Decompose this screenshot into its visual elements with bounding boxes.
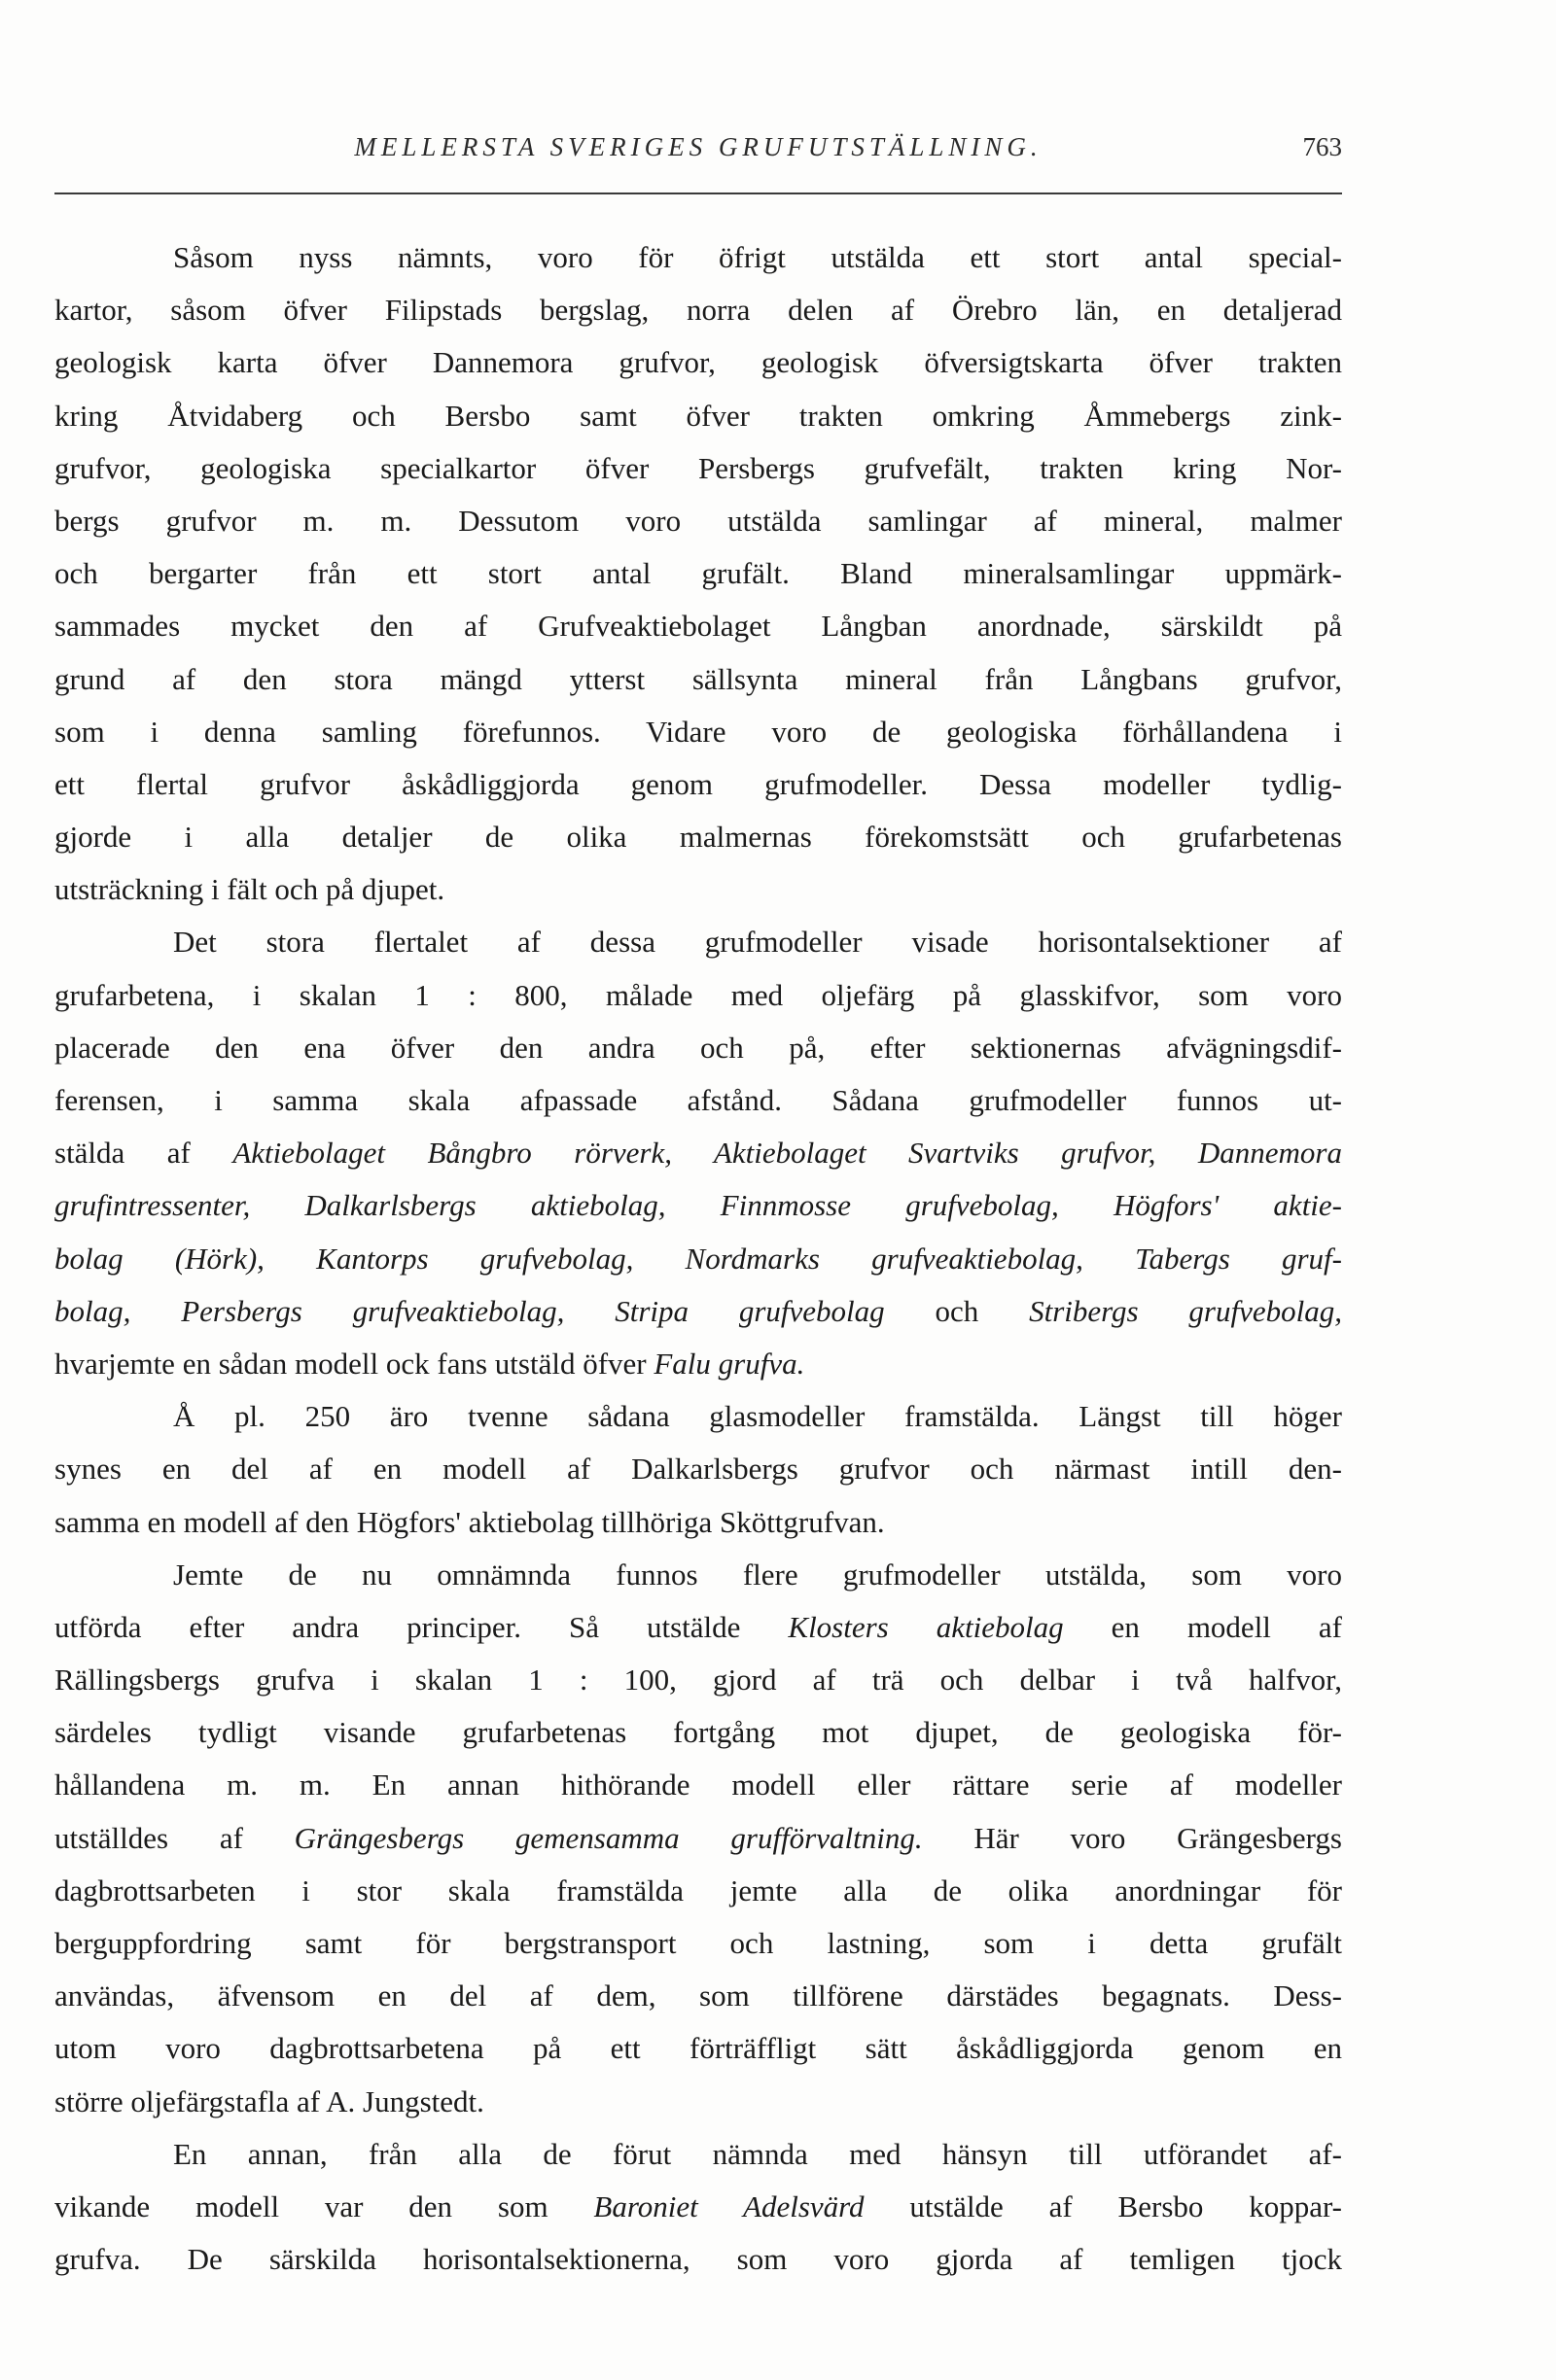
text-line bbox=[54, 2181, 1342, 2233]
text-segment: utstälde af Bersbo koppar- bbox=[864, 2188, 1342, 2223]
text-line bbox=[54, 1549, 1342, 1601]
text-segment: Såsom nyss nämnts, voro för öfrigt utstälda ett stort antal special- bbox=[173, 240, 1342, 274]
text-line bbox=[54, 547, 1342, 600]
text-segment: en modell af bbox=[1063, 1609, 1342, 1644]
text-segment: ferensen, i samma skala afpassade afstånd. Sådana grufmodeller funnos ut- bbox=[54, 1083, 1342, 1117]
text-line bbox=[54, 1074, 1342, 1127]
text-segment: bergs grufvor m. m. Dessutom voro utstälda samlingar af mineral, malmer bbox=[54, 503, 1342, 538]
text-line bbox=[54, 284, 1342, 336]
text-segment: grufarbetena, i skalan 1 : 800, målade med oljefärg på glasskifvor, som voro bbox=[54, 977, 1342, 1012]
text-segment: ett flertal grufvor åskådliggjorda genom grufmodeller. Dessa modeller tydlig- bbox=[54, 766, 1342, 801]
text-segment: utsträckning i fält och på djupet. bbox=[54, 872, 445, 907]
text-segment: särdeles tydligt visande grufarbetenas fortgång mot djupet, de geologiska för- bbox=[54, 1715, 1342, 1750]
text-line bbox=[54, 706, 1342, 758]
text-segment: hållandena m. m. En annan hithörande modell eller rättare serie af modeller bbox=[54, 1768, 1342, 1802]
text-line bbox=[54, 231, 1342, 284]
text-line bbox=[54, 1443, 1342, 1495]
text-line bbox=[54, 1706, 1342, 1759]
text-segment: geologisk karta öfver Dannemora grufvor, geologisk öfversigtskarta öfver trakten bbox=[54, 345, 1342, 380]
italic-text: Aktiebolaget Bångbro rörverk, Aktiebolaget Svartviks grufvor, Dannemora bbox=[232, 1136, 1342, 1171]
text-segment: utförda efter andra principer. Så utstälde bbox=[54, 1609, 789, 1644]
body-text bbox=[54, 231, 1342, 2286]
text-line bbox=[54, 863, 1342, 916]
text-line bbox=[54, 1601, 1342, 1654]
text-segment: grufvor, geologiska specialkartor öfver Persbergs grufvefält, trakten kring Nor- bbox=[54, 450, 1342, 485]
text-segment: samma en modell af den Högfors' aktiebolag tillhöriga Sköttgrufvan. bbox=[54, 1504, 885, 1539]
text-segment: hvarjemte en sådan modell ock fans utstäld öfver bbox=[54, 1346, 654, 1381]
text-segment: grufva. De särskilda horisontalsektionerna, som voro gjorda af temligen tjock bbox=[54, 2242, 1342, 2277]
text-segment: gjorde i alla detaljer de olika malmernas förekomstsätt och grufarbetenas bbox=[54, 820, 1342, 855]
text-segment: Rällingsbergs grufva i skalan 1 : 100, gjord af trä och delbar i två halfvor, bbox=[54, 1662, 1342, 1698]
text-segment: Det stora flertalet af dessa grufmodeller visade horisontalsektioner af bbox=[173, 925, 1342, 960]
text-line bbox=[54, 1654, 1342, 1706]
text-segment: placerade den ena öfver den andra och på, efter sektionernas afvägningsdif- bbox=[54, 1030, 1342, 1065]
text-line bbox=[54, 600, 1342, 652]
text-segment: utom voro dagbrottsarbetena på ett förträffligt sätt åskådliggjorda genom en bbox=[54, 2031, 1342, 2066]
running-title: MELLERSTA SVERIGES GRUFUTSTÄLLNING. bbox=[354, 132, 1043, 161]
text-line bbox=[54, 336, 1342, 389]
text-line bbox=[54, 653, 1342, 706]
text-line bbox=[54, 1390, 1342, 1443]
text-line bbox=[54, 969, 1342, 1022]
text-line bbox=[54, 916, 1342, 968]
text-segment: kartor, såsom öfver Filipstads bergslag, norra delen af Örebro län, en detaljerad bbox=[54, 293, 1342, 328]
text-segment: större oljefärgstafla af A. Jungstedt. bbox=[54, 2083, 484, 2118]
header-rule bbox=[54, 192, 1342, 194]
text-line bbox=[54, 1496, 1342, 1549]
text-segment: utställdes af bbox=[54, 1820, 295, 1855]
text-line bbox=[54, 811, 1342, 863]
text-segment: Jemte de nu omnämnda funnos flere grufmodeller utstälda, som voro bbox=[173, 1557, 1342, 1592]
text-segment: stälda af bbox=[54, 1136, 233, 1171]
text-segment: användas, äfvensom en del af dem, som tillförene därstädes begagnats. Dess- bbox=[54, 1978, 1342, 2013]
text-line bbox=[54, 2128, 1342, 2181]
text-line bbox=[54, 1812, 1342, 1865]
text-line bbox=[54, 2022, 1342, 2075]
text-segment: En annan, från alla de förut nämnda med hänsyn till utförandet af- bbox=[173, 2136, 1342, 2171]
text-line bbox=[54, 2233, 1342, 2286]
text-segment: vikande modell var den som bbox=[54, 2188, 594, 2223]
text-segment: kring Åtvidaberg och Bersbo samt öfver trakten omkring Åmmebergs zink- bbox=[54, 398, 1342, 433]
italic-text: Stribergs grufvebolag, bbox=[1029, 1293, 1342, 1328]
running-header bbox=[54, 132, 1342, 171]
text-line bbox=[54, 1865, 1342, 1917]
text-segment: synes en del af en modell af Dalkarlsbergs grufvor och närmast intill den- bbox=[54, 1452, 1342, 1487]
text-line bbox=[54, 1759, 1342, 1811]
text-line bbox=[54, 1285, 1342, 1338]
italic-text: bolag (Hörk), Kantorps grufvebolag, Nordmarks grufveaktiebolag, Tabergs gruf- bbox=[54, 1241, 1342, 1276]
text-line bbox=[54, 758, 1342, 811]
italic-text: Baroniet Adelsvärd bbox=[593, 2188, 865, 2223]
italic-text: Klosters aktiebolag bbox=[788, 1609, 1064, 1644]
text-line bbox=[54, 495, 1342, 547]
page-number: 763 bbox=[1302, 132, 1342, 161]
italic-text: Falu grufva. bbox=[654, 1346, 805, 1381]
text-line bbox=[54, 1127, 1342, 1179]
text-segment: som i denna samling förefunnos. Vidare voro de geologiska förhållandena i bbox=[54, 714, 1342, 749]
text-line bbox=[54, 1338, 1342, 1390]
text-line bbox=[54, 390, 1342, 442]
text-line bbox=[54, 1917, 1342, 1970]
text-line bbox=[54, 1970, 1342, 2022]
text-segment: dagbrottsarbeten i stor skala framstälda jemte alla de olika anordningar för bbox=[54, 1872, 1342, 1908]
text-line bbox=[54, 1179, 1342, 1232]
italic-text: Grängesbergs gemensamma grufförvaltning. bbox=[294, 1820, 923, 1855]
text-segment: Å pl. 250 äro tvenne sådana glasmodeller framstälda. Längst till höger bbox=[173, 1399, 1342, 1434]
text-segment: berguppfordring samt för bergstransport och lastning, som i detta grufält bbox=[54, 1926, 1342, 1960]
text-segment: grund af den stora mängd ytterst sällsynta mineral från Långbans grufvor, bbox=[54, 661, 1342, 696]
text-segment: och bergarter från ett stort antal grufält. Bland mineralsamlingar uppmärk- bbox=[54, 556, 1342, 591]
text-line bbox=[54, 442, 1342, 495]
text-line bbox=[54, 1022, 1342, 1074]
text-segment: och bbox=[884, 1293, 1030, 1328]
text-segment: Här voro Grängesbergs bbox=[922, 1820, 1342, 1855]
italic-text: grufintressenter, Dalkarlsbergs aktiebolag, Finnmosse grufvebolag, Högfors' aktie- bbox=[54, 1188, 1342, 1223]
text-line bbox=[54, 1233, 1342, 1285]
text-line bbox=[54, 2076, 1342, 2128]
italic-text: bolag, Persbergs grufveaktiebolag, Stripa grufvebolag bbox=[54, 1293, 885, 1328]
text-segment: sammades mycket den af Grufveaktiebolaget Långban anordnade, särskildt på bbox=[54, 609, 1342, 644]
